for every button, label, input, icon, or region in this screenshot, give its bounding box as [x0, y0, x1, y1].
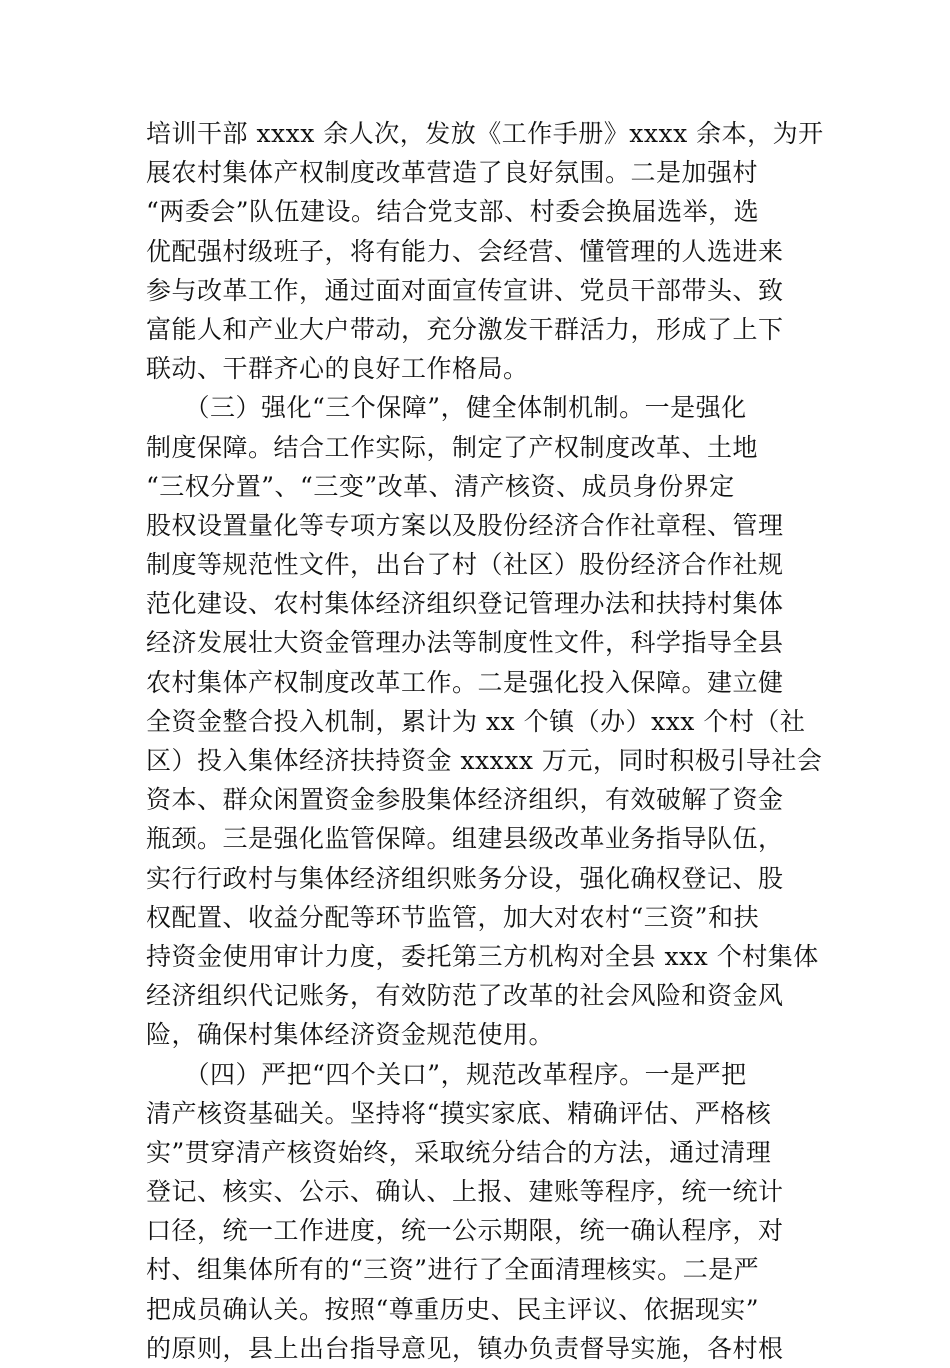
text-line: 制度保障。结合工作实际，制定了产权制度改革、土地	[146, 432, 759, 462]
text-line: 权配置、收益分配等环节监管，加大对农村“三资”和扶	[146, 902, 760, 932]
text-line: 实”贯穿清产核资始终，采取统分结合的方法，通过清理	[146, 1137, 772, 1167]
text-line: 联动、干群齐心的良好工作格局。	[146, 354, 529, 384]
text-line: 富能人和产业大户带动，充分激发干群活力，形成了上下	[146, 314, 784, 344]
text-line: “两委会”队伍建设。结合党支部、村委会换届选举，选	[146, 197, 760, 227]
text-line: 实行行政村与集体经济组织账务分设，强化确权登记、股	[146, 863, 784, 893]
text-line: 险，确保村集体经济资金规范使用。	[146, 1020, 555, 1050]
text-line: 持资金使用审计力度，委托第三方机构对全县 xxx 个村集体	[146, 941, 819, 971]
text-line: 展农村集体产权制度改革营造了良好氛围。二是加强村	[146, 158, 759, 188]
text-line: 全资金整合投入机制，累计为 xx 个镇（办）xxx 个村（社	[146, 706, 806, 736]
text-line: 股权设置量化等专项方案以及股份经济合作社章程、管理	[146, 510, 784, 540]
text-line: （四）严把“四个关口”，规范改革程序。一是严把	[146, 1059, 747, 1089]
text-line: 范化建设、农村集体经济组织登记管理办法和扶持村集体	[146, 589, 784, 619]
text-line: 登记、核实、公示、确认、上报、建账等程序，统一统计	[146, 1177, 784, 1207]
text-line: （三）强化“三个保障”，健全体制机制。一是强化	[146, 393, 747, 423]
text-line: 参与改革工作，通过面对面宣传宣讲、党员干部带头、致	[146, 275, 784, 305]
text-line: 区）投入集体经济扶持资金 xxxxx 万元，同时积极引导社会	[146, 746, 823, 775]
text-line: 优配强村级班子，将有能力、会经营、懂管理的人选进来	[146, 236, 784, 266]
text-line: 制度等规范性文件，出台了村（社区）股份经济合作社规	[146, 550, 784, 580]
text-line: 经济组织代记账务，有效防范了改革的社会风险和资金风	[146, 981, 784, 1011]
text-line: 清产核资基础关。坚持将“摸实家底、精确评估、严格核	[146, 1098, 772, 1128]
document-page	[146, 114, 824, 1368]
text-line: “三权分置”、“三变”改革、清产核资、成员身份界定	[146, 471, 735, 501]
text-line: 口径，统一工作进度，统一公示期限，统一确认程序，对	[146, 1216, 784, 1246]
text-line: 村、组集体所有的“三资”进行了全面清理核实。二是严	[146, 1255, 760, 1285]
text-line: 农村集体产权制度改革工作。二是强化投入保障。建立健	[146, 667, 784, 697]
text-line: 培训干部 xxxx 余人次，发放《工作手册》xxxx 余本，为开	[146, 119, 824, 148]
text-line: 把成员确认关。按照“尊重历史、民主评议、依据现实”	[146, 1294, 760, 1324]
text-line: 的原则，县上出台指导意见，镇办负责督导实施，各村根	[146, 1333, 784, 1363]
text-line: 资本、群众闲置资金参股集体经济组织，有效破解了资金	[146, 785, 784, 815]
text-line: 瓶颈。三是强化监管保障。组建县级改革业务指导队伍，	[146, 824, 784, 854]
text-line: 经济发展壮大资金管理办法等制度性文件，科学指导全县	[146, 628, 784, 658]
